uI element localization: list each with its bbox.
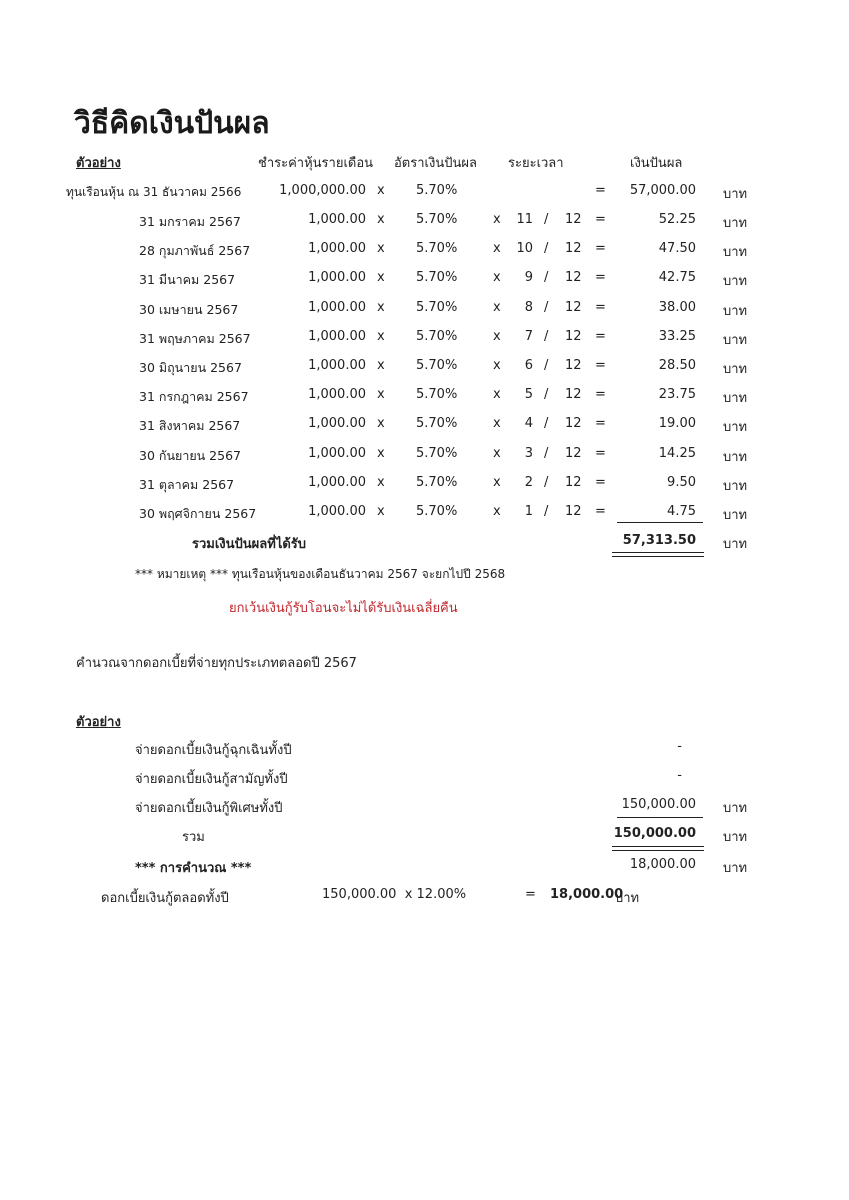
- row-multiply-period: x: [493, 387, 501, 403]
- row-divisor: 12: [565, 299, 582, 315]
- row-amount: 1,000.00: [308, 358, 366, 373]
- row-rate: 5.70%: [416, 358, 458, 373]
- row-multiply: x: [377, 445, 385, 461]
- row-multiply-period: x: [493, 212, 501, 227]
- row-months: 1: [524, 504, 533, 519]
- row-multiply: x: [377, 416, 385, 432]
- row-amount: 1,000.00: [308, 474, 366, 490]
- col-header-dividend: เงินปันผล: [630, 156, 683, 171]
- calc-result-value: 18,000.00: [629, 857, 696, 872]
- row-unit: บาท: [723, 449, 748, 465]
- row-multiply-period: x: [493, 270, 501, 286]
- row-equals: =: [595, 445, 606, 461]
- total-value: 57,313.50: [622, 533, 696, 548]
- row-slash: /: [544, 299, 549, 315]
- row-multiply-period: x: [493, 474, 501, 490]
- row-amount: 1,000.00: [308, 387, 366, 403]
- sum-label: รวม: [182, 830, 205, 845]
- row-rate: 5.70%: [416, 445, 458, 461]
- row-unit: บาท: [723, 245, 748, 261]
- sum-unit: บาท: [723, 830, 748, 845]
- row-divisor: 12: [565, 358, 582, 373]
- row-date: 30 พฤศจิกายน 2567: [139, 506, 257, 521]
- formula-label: ดอกเบี้ยเงินกู้ตลอดทั้งปี: [101, 891, 229, 906]
- row-unit: บาท: [723, 420, 748, 436]
- row-date: 31 ตุลาคม 2567: [139, 476, 235, 492]
- row-multiply: x: [377, 387, 385, 403]
- row-divisor: 12: [565, 241, 582, 257]
- row-result: 4.75: [667, 504, 696, 519]
- total-double-rule-2: [612, 556, 704, 557]
- item-value: 150,000.00: [621, 797, 696, 812]
- row-slash: /: [544, 416, 549, 432]
- row-multiply-period: x: [493, 445, 501, 461]
- row-rate: 5.70%: [416, 299, 458, 315]
- item-label: จ่ายดอกเบี้ยเงินกู้สามัญทั้งปี: [135, 772, 288, 787]
- row-rate: 5.70%: [416, 474, 458, 490]
- row-multiply: x: [377, 241, 385, 257]
- row-divisor: 12: [565, 270, 582, 286]
- row-slash: /: [544, 241, 549, 257]
- item-unit: บาท: [723, 801, 748, 816]
- row-rate: 5.70%: [416, 212, 458, 227]
- row-equals: =: [595, 504, 606, 519]
- row-slash: /: [544, 387, 549, 403]
- row-equals: =: [595, 328, 606, 344]
- row-unit: บาท: [723, 391, 748, 407]
- row-multiply-period: x: [493, 299, 501, 315]
- row-months: 7: [524, 328, 533, 344]
- row-divisor: 12: [565, 474, 582, 490]
- sum-double-rule-1: [612, 846, 704, 847]
- row-amount: 1,000.00: [308, 445, 366, 461]
- total-label: รวมเงินปันผลที่ได้รับ: [192, 537, 307, 552]
- row-slash: /: [544, 358, 549, 373]
- row-slash: /: [544, 504, 549, 519]
- formula-unit: บาท: [615, 891, 640, 906]
- row-multiply-period: x: [493, 358, 501, 373]
- total-unit: บาท: [723, 537, 748, 552]
- row-result: 47.50: [658, 241, 696, 257]
- calc-result-unit: บาท: [723, 861, 748, 876]
- row-date: ทุนเรือนหุ้น ณ 31 ธันวาคม 2566: [66, 185, 242, 199]
- page-title: วิธีคิดเงินปันผล: [74, 106, 270, 141]
- row-date: 30 เมษายน 2567: [139, 301, 239, 317]
- row-divisor: 12: [565, 328, 582, 344]
- row-equals: =: [595, 474, 606, 490]
- row-multiply: x: [377, 358, 385, 373]
- sum-rule: [617, 817, 703, 818]
- formula-value: 18,000.00: [550, 887, 624, 902]
- row-equals: =: [595, 241, 606, 257]
- row-months: 11: [516, 212, 533, 227]
- row-multiply: x: [377, 183, 385, 198]
- col-header-period: ระยะเวลา: [508, 156, 564, 171]
- row-result: 28.50: [658, 358, 696, 373]
- row-months: 2: [524, 474, 533, 490]
- formula-expression: 150,000.00 x 12.00%: [322, 887, 467, 902]
- section2-intro: คำนวณจากดอกเบี้ยที่จ่ายทุกประเภทตลอดปี 2567: [76, 656, 357, 671]
- row-slash: /: [544, 212, 549, 227]
- row-amount: 1,000,000.00: [279, 183, 366, 198]
- row-date: 31 มีนาคม 2567: [139, 272, 236, 288]
- row-slash: /: [544, 328, 549, 344]
- example-label: ตัวอย่าง: [76, 156, 121, 171]
- row-equals: =: [595, 212, 606, 227]
- row-unit: บาท: [723, 362, 748, 377]
- row-months: 8: [524, 299, 533, 315]
- row-unit: บาท: [723, 187, 748, 202]
- row-amount: 1,000.00: [308, 299, 366, 315]
- row-months: 6: [524, 358, 533, 373]
- note-red-text: ยกเว้นเงินกู้รับโอนจะไม่ได้รับเงินเฉลี่ยคืน: [229, 601, 458, 616]
- row-multiply: x: [377, 474, 385, 490]
- row-result: 42.75: [658, 270, 696, 286]
- row-divisor: 12: [565, 387, 582, 403]
- row-multiply: x: [377, 504, 385, 519]
- row-equals: =: [595, 299, 606, 315]
- row-rate: 5.70%: [416, 241, 458, 257]
- row-result: 9.50: [667, 474, 696, 490]
- row-divisor: 12: [565, 212, 582, 227]
- example2-label: ตัวอย่าง: [76, 715, 121, 730]
- col-header-monthly: ชำระค่าหุ้นรายเดือน: [258, 156, 374, 171]
- row-rate: 5.70%: [416, 270, 458, 286]
- row-unit: บาท: [723, 274, 748, 290]
- row-date: 31 มกราคม 2567: [139, 214, 241, 229]
- row-multiply: x: [377, 299, 385, 315]
- row-equals: =: [595, 358, 606, 373]
- row-equals: =: [595, 387, 606, 403]
- row-result: 33.25: [658, 328, 696, 344]
- row-slash: /: [544, 445, 549, 461]
- sum-double-rule-2: [612, 850, 704, 851]
- row-result: 23.75: [658, 387, 696, 403]
- row-multiply-period: x: [493, 416, 501, 432]
- row-months: 4: [524, 416, 533, 432]
- row-amount: 1,000.00: [308, 270, 366, 286]
- sum-value: 150,000.00: [613, 826, 696, 841]
- row-multiply: x: [377, 212, 385, 227]
- row-amount: 1,000.00: [308, 328, 366, 344]
- row-multiply-period: x: [493, 504, 501, 519]
- row-multiply: x: [377, 270, 385, 286]
- row-rate: 5.70%: [416, 416, 458, 432]
- row-date: 31 สิงหาคม 2567: [139, 418, 241, 434]
- row-months: 9: [524, 270, 533, 286]
- item-label: จ่ายดอกเบี้ยเงินกู้พิเศษทั้งปี: [135, 801, 283, 816]
- row-slash: /: [544, 270, 549, 286]
- row-date: 31 พฤษภาคม 2567: [139, 330, 251, 346]
- row-amount: 1,000.00: [308, 416, 366, 432]
- row-unit: บาท: [723, 303, 748, 319]
- row-result: 52.25: [658, 212, 696, 227]
- row-amount: 1,000.00: [308, 212, 366, 227]
- row-date: 30 กันยายน 2567: [139, 447, 241, 463]
- row-result: 57,000.00: [629, 183, 696, 198]
- row-date: 28 กุมภาพันธ์ 2567: [139, 243, 251, 259]
- item-value: -: [677, 768, 682, 783]
- row-amount: 1,000.00: [308, 241, 366, 257]
- row-divisor: 12: [565, 416, 582, 432]
- row-divisor: 12: [565, 504, 582, 519]
- total-double-rule-1: [612, 552, 704, 553]
- row-amount: 1,000.00: [308, 504, 366, 519]
- note-text: *** หมายเหตุ *** ทุนเรือนหุ้นของเดือนธันวาคม 2567 จะยกไปปี 2568: [135, 567, 506, 581]
- row-equals: =: [595, 416, 606, 432]
- total-rule: [617, 522, 703, 523]
- row-result: 19.00: [658, 416, 696, 432]
- row-months: 3: [524, 445, 533, 461]
- row-unit: บาท: [723, 216, 748, 231]
- row-months: 5: [524, 387, 533, 403]
- item-value: -: [677, 739, 682, 754]
- row-rate: 5.70%: [416, 387, 458, 403]
- row-equals: =: [595, 270, 606, 286]
- item-label: จ่ายดอกเบี้ยเงินกู้ฉุกเฉินทั้งปี: [135, 743, 292, 758]
- row-rate: 5.70%: [416, 183, 458, 198]
- row-multiply-period: x: [493, 328, 501, 344]
- row-unit: บาท: [723, 332, 748, 348]
- row-equals: =: [595, 183, 606, 198]
- col-header-rate: อัตราเงินปันผล: [394, 156, 477, 171]
- row-unit: บาท: [723, 478, 748, 494]
- row-unit: บาท: [723, 508, 748, 523]
- calc-heading: *** การคำนวณ ***: [135, 861, 252, 876]
- row-divisor: 12: [565, 445, 582, 461]
- formula-equals: =: [525, 887, 536, 902]
- row-rate: 5.70%: [416, 504, 458, 519]
- row-result: 38.00: [658, 299, 696, 315]
- row-result: 14.25: [658, 445, 696, 461]
- row-date: 30 มิถุนายน 2567: [139, 360, 242, 375]
- row-multiply-period: x: [493, 241, 501, 257]
- row-date: 31 กรกฎาคม 2567: [139, 389, 249, 405]
- row-slash: /: [544, 474, 549, 490]
- row-multiply: x: [377, 328, 385, 344]
- row-rate: 5.70%: [416, 328, 458, 344]
- row-months: 10: [516, 241, 533, 257]
